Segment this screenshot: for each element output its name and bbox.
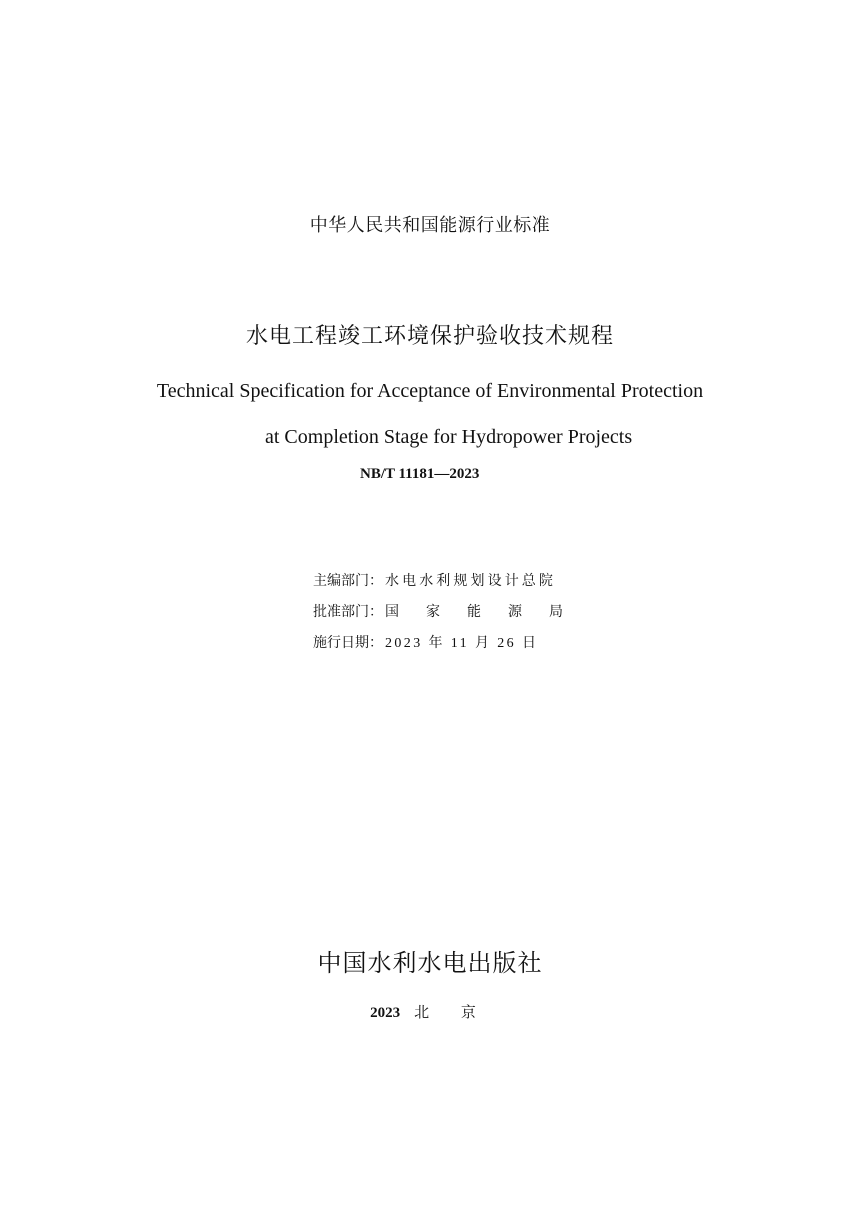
standard-title-chinese: 水电工程竣工环境保护验收技术规程	[245, 324, 614, 349]
standard-title-english-line-2: at Completion Stage for Hydropower Projects	[265, 426, 633, 448]
approval-department-value: 国家能源局	[385, 605, 590, 620]
approval-department-label: 批准部门：	[313, 605, 383, 620]
chief-editor-label: 主编部门：	[313, 574, 383, 589]
publication-city: 北 京	[414, 1005, 490, 1021]
publication-year: 2023	[370, 1005, 401, 1021]
publication-place-year	[0, 1003, 860, 1023]
series-title: 中华人民共和国能源行业标准	[309, 215, 551, 236]
effective-date-label: 施行日期：	[313, 636, 383, 651]
approval-department-row	[313, 603, 590, 623]
standard-number: NB/T 11181—2023	[360, 466, 480, 482]
chief-editor-value: 水电水利规划设计总院	[385, 574, 556, 589]
chief-editor-row	[313, 572, 556, 592]
effective-date-row	[313, 634, 538, 654]
standard-title-english-line-1: Technical Specification for Acceptance of Environmental Protection	[156, 380, 704, 402]
effective-date-value: 2023 年 11 月 26 日	[385, 636, 539, 651]
publisher-name: 中国水利水电出版社	[317, 951, 543, 977]
